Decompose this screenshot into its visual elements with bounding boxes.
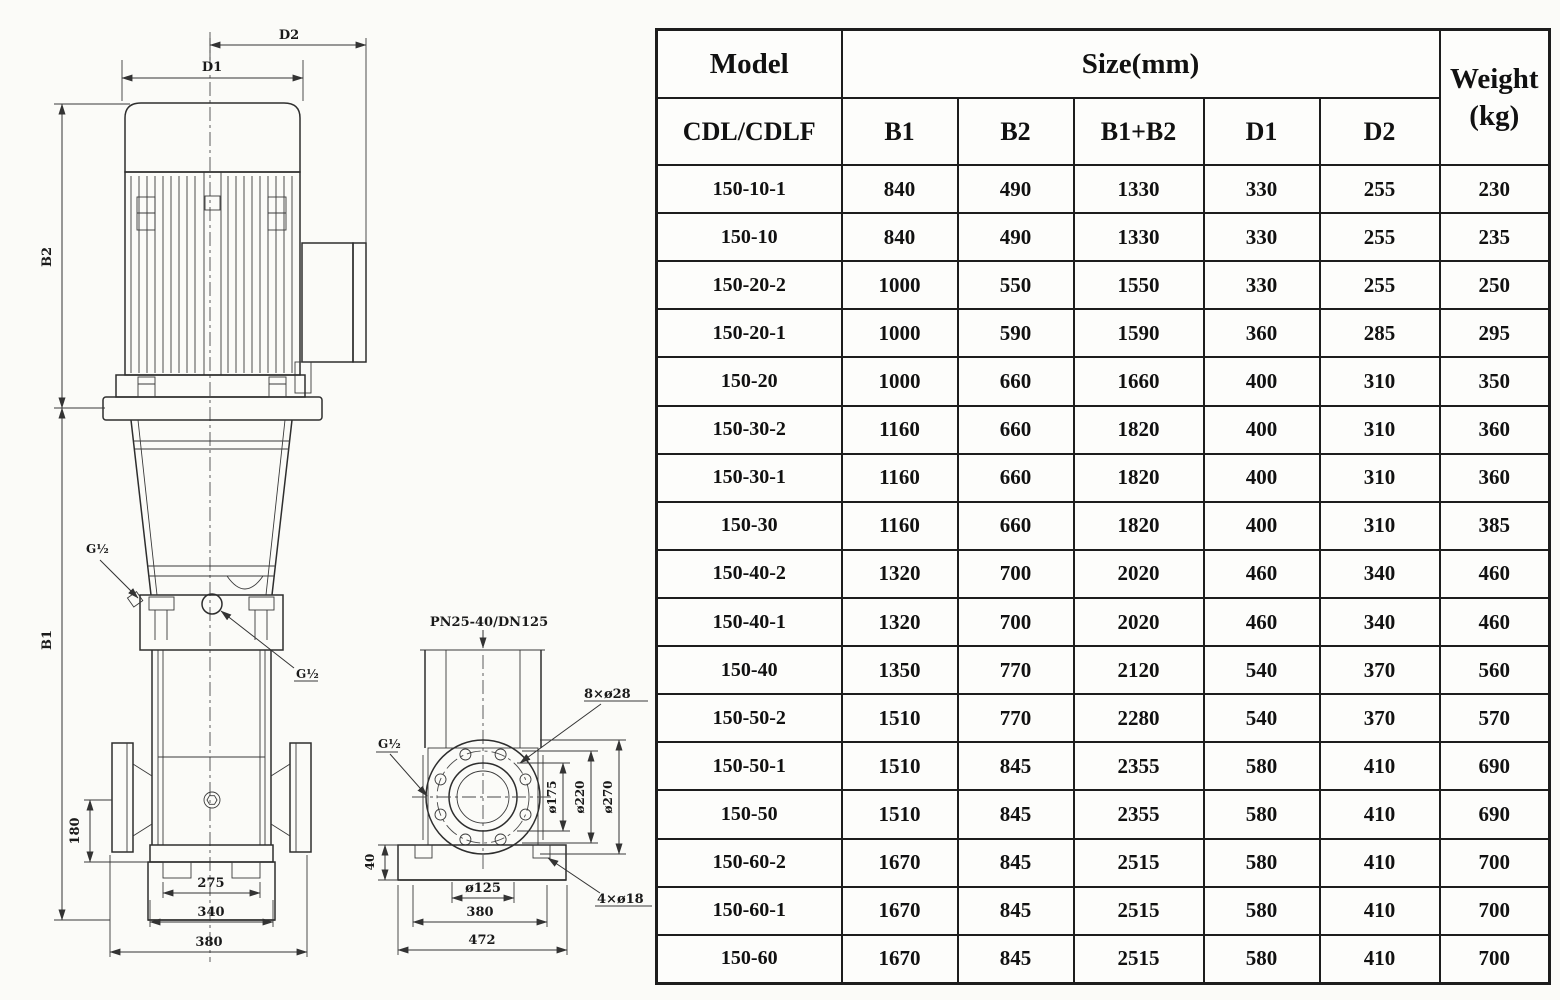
- value-cell: 400: [1204, 406, 1320, 454]
- value-cell: 660: [958, 406, 1074, 454]
- model-cell: 150-40: [657, 646, 842, 694]
- value-cell: 2515: [1074, 935, 1204, 984]
- table-row: [657, 213, 1550, 261]
- value-cell: 700: [958, 550, 1074, 598]
- value-cell: 770: [958, 646, 1074, 694]
- table-row: [657, 502, 1550, 550]
- value-cell: 2020: [1074, 550, 1204, 598]
- value-cell: 660: [958, 357, 1074, 405]
- value-cell: 1670: [842, 935, 958, 984]
- model-cell: 150-20-2: [657, 261, 842, 309]
- value-cell: 460: [1204, 598, 1320, 646]
- header-weight-line2: (kg): [1469, 99, 1520, 132]
- value-cell: 460: [1440, 598, 1550, 646]
- value-cell: 660: [958, 454, 1074, 502]
- model-cell: 150-50-1: [657, 742, 842, 790]
- value-cell: 360: [1440, 406, 1550, 454]
- header-b1: B1: [842, 98, 958, 165]
- table-row: [657, 357, 1550, 405]
- table-row: [657, 550, 1550, 598]
- dim-d175-label: ø175: [545, 780, 559, 814]
- model-cell: 150-60: [657, 935, 842, 984]
- model-cell: 150-10: [657, 213, 842, 261]
- table-row: [657, 598, 1550, 646]
- header-size: Size(mm): [842, 30, 1440, 99]
- table-row: [657, 309, 1550, 357]
- dim-472-label: 472: [468, 933, 496, 948]
- value-cell: 2515: [1074, 887, 1204, 935]
- g-half-top-label: G½: [86, 542, 109, 556]
- header-d1: D1: [1204, 98, 1320, 165]
- value-cell: 350: [1440, 357, 1550, 405]
- header-b1b2: B1+B2: [1074, 98, 1204, 165]
- value-cell: 410: [1320, 887, 1440, 935]
- table-row: [657, 935, 1550, 984]
- dim-d270-label: ø270: [601, 780, 615, 814]
- value-cell: 840: [842, 165, 958, 213]
- value-cell: 1160: [842, 502, 958, 550]
- dim-b1-label: B1: [40, 629, 55, 651]
- model-cell: 150-30-1: [657, 454, 842, 502]
- header-model: Model: [657, 30, 842, 99]
- dim-d125-label: ø125: [465, 881, 501, 896]
- side-port-flanges: [112, 743, 311, 852]
- g-half-side-label: G½: [378, 737, 401, 751]
- value-cell: 400: [1204, 357, 1320, 405]
- table-row: [657, 165, 1550, 213]
- value-cell: 460: [1440, 550, 1550, 598]
- value-cell: 285: [1320, 309, 1440, 357]
- dim-40-label: 40: [363, 853, 377, 871]
- pump-side-view: [363, 615, 652, 955]
- table-row: [657, 694, 1550, 742]
- value-cell: 580: [1204, 887, 1320, 935]
- value-cell: 1510: [842, 790, 958, 838]
- value-cell: 255: [1320, 261, 1440, 309]
- value-cell: 1160: [842, 454, 958, 502]
- dim-180-label: 180: [68, 817, 83, 845]
- value-cell: 2515: [1074, 839, 1204, 887]
- model-cell: 150-30: [657, 502, 842, 550]
- dim-side380-label: 380: [466, 905, 494, 920]
- value-cell: 1000: [842, 357, 958, 405]
- value-cell: 700: [1440, 935, 1550, 984]
- value-cell: 310: [1320, 502, 1440, 550]
- value-cell: 1550: [1074, 261, 1204, 309]
- value-cell: 700: [1440, 887, 1550, 935]
- value-cell: 550: [958, 261, 1074, 309]
- value-cell: 660: [958, 502, 1074, 550]
- dim-b2-label: B2: [40, 246, 55, 268]
- value-cell: 235: [1440, 213, 1550, 261]
- dim-d2-label: D2: [278, 28, 300, 43]
- dimension-table-body: [657, 165, 1550, 984]
- value-cell: 1160: [842, 406, 958, 454]
- value-cell: 2120: [1074, 646, 1204, 694]
- value-cell: 1820: [1074, 502, 1204, 550]
- value-cell: 2020: [1074, 598, 1204, 646]
- value-cell: 370: [1320, 694, 1440, 742]
- table-row: [657, 646, 1550, 694]
- value-cell: 255: [1320, 165, 1440, 213]
- pump-front-view: [40, 28, 366, 962]
- header-row-1: [657, 30, 1550, 99]
- value-cell: 1820: [1074, 454, 1204, 502]
- vent-plug-port: [202, 594, 222, 614]
- header-weight-line1: Weight: [1449, 63, 1539, 96]
- value-cell: 250: [1440, 261, 1550, 309]
- model-cell: 150-20-1: [657, 309, 842, 357]
- table-row: [657, 742, 1550, 790]
- value-cell: 340: [1320, 550, 1440, 598]
- value-cell: 1590: [1074, 309, 1204, 357]
- value-cell: 580: [1204, 839, 1320, 887]
- value-cell: 490: [958, 213, 1074, 261]
- model-cell: 150-10-1: [657, 165, 842, 213]
- value-cell: 410: [1320, 935, 1440, 984]
- value-cell: 230: [1440, 165, 1550, 213]
- header-d2: D2: [1320, 98, 1440, 165]
- drain-plug: [204, 792, 220, 808]
- header-row-2: [657, 98, 1550, 165]
- value-cell: 1670: [842, 839, 958, 887]
- value-cell: 410: [1320, 790, 1440, 838]
- model-cell: 150-50: [657, 790, 842, 838]
- value-cell: 330: [1204, 261, 1320, 309]
- value-cell: 770: [958, 694, 1074, 742]
- table-row: [657, 887, 1550, 935]
- value-cell: 330: [1204, 213, 1320, 261]
- value-cell: 845: [958, 887, 1074, 935]
- table-row: [657, 406, 1550, 454]
- terminal-box: [295, 243, 366, 393]
- value-cell: 845: [958, 742, 1074, 790]
- value-cell: 1330: [1074, 165, 1204, 213]
- value-cell: 460: [1204, 550, 1320, 598]
- model-cell: 150-60-2: [657, 839, 842, 887]
- value-cell: 1820: [1074, 406, 1204, 454]
- value-cell: 845: [958, 790, 1074, 838]
- value-cell: 540: [1204, 694, 1320, 742]
- side-base: [398, 845, 566, 880]
- model-cell: 150-20: [657, 357, 842, 405]
- value-cell: 410: [1320, 742, 1440, 790]
- value-cell: 560: [1440, 646, 1550, 694]
- g-half-bottom-label: G½: [296, 667, 319, 681]
- pump-technical-drawing: [0, 0, 655, 1000]
- base-holes-label: 4×ø18: [597, 892, 644, 907]
- value-cell: 400: [1204, 454, 1320, 502]
- value-cell: 840: [842, 213, 958, 261]
- value-cell: 310: [1320, 357, 1440, 405]
- value-cell: 1000: [842, 309, 958, 357]
- value-cell: 2280: [1074, 694, 1204, 742]
- value-cell: 2355: [1074, 790, 1204, 838]
- value-cell: 580: [1204, 790, 1320, 838]
- header-weight: [1440, 30, 1550, 166]
- value-cell: 340: [1320, 598, 1440, 646]
- value-cell: 410: [1320, 839, 1440, 887]
- value-cell: 580: [1204, 935, 1320, 984]
- value-cell: 330: [1204, 165, 1320, 213]
- value-cell: 2355: [1074, 742, 1204, 790]
- dimension-table: [655, 28, 1551, 985]
- model-cell: 150-40-2: [657, 550, 842, 598]
- value-cell: 1350: [842, 646, 958, 694]
- model-cell: 150-30-2: [657, 406, 842, 454]
- table-row: [657, 839, 1550, 887]
- value-cell: 540: [1204, 646, 1320, 694]
- flange-spec-label: PN25-40/DN125: [429, 615, 549, 630]
- value-cell: 690: [1440, 742, 1550, 790]
- model-cell: 150-40-1: [657, 598, 842, 646]
- value-cell: 490: [958, 165, 1074, 213]
- dim-d1-label: D1: [201, 60, 223, 75]
- value-cell: 370: [1320, 646, 1440, 694]
- value-cell: 590: [958, 309, 1074, 357]
- foundation-bolts: [138, 377, 286, 397]
- value-cell: 690: [1440, 790, 1550, 838]
- dim-d220-label: ø220: [573, 780, 587, 814]
- value-cell: 570: [1440, 694, 1550, 742]
- value-cell: 580: [1204, 742, 1320, 790]
- value-cell: 360: [1440, 454, 1550, 502]
- value-cell: 1320: [842, 598, 958, 646]
- value-cell: 295: [1440, 309, 1550, 357]
- value-cell: 845: [958, 839, 1074, 887]
- value-cell: 700: [1440, 839, 1550, 887]
- value-cell: 700: [958, 598, 1074, 646]
- header-cdl-cdlf: CDL/CDLF: [657, 98, 842, 165]
- model-cell: 150-50-2: [657, 694, 842, 742]
- value-cell: 385: [1440, 502, 1550, 550]
- value-cell: 400: [1204, 502, 1320, 550]
- value-cell: 1670: [842, 887, 958, 935]
- dim-340-label: 340: [197, 905, 225, 920]
- value-cell: 1510: [842, 694, 958, 742]
- value-cell: 1320: [842, 550, 958, 598]
- table-row: [657, 261, 1550, 309]
- dim-275-label: 275: [197, 876, 225, 891]
- header-b2: B2: [958, 98, 1074, 165]
- value-cell: 845: [958, 935, 1074, 984]
- model-cell: 150-60-1: [657, 887, 842, 935]
- table-row: [657, 790, 1550, 838]
- value-cell: 255: [1320, 213, 1440, 261]
- dim-380-label: 380: [195, 935, 223, 950]
- value-cell: 1330: [1074, 213, 1204, 261]
- table-row: [657, 454, 1550, 502]
- value-cell: 360: [1204, 309, 1320, 357]
- value-cell: 1000: [842, 261, 958, 309]
- value-cell: 1510: [842, 742, 958, 790]
- value-cell: 1660: [1074, 357, 1204, 405]
- value-cell: 310: [1320, 406, 1440, 454]
- bolt-holes-label: 8×ø28: [584, 687, 631, 702]
- value-cell: 310: [1320, 454, 1440, 502]
